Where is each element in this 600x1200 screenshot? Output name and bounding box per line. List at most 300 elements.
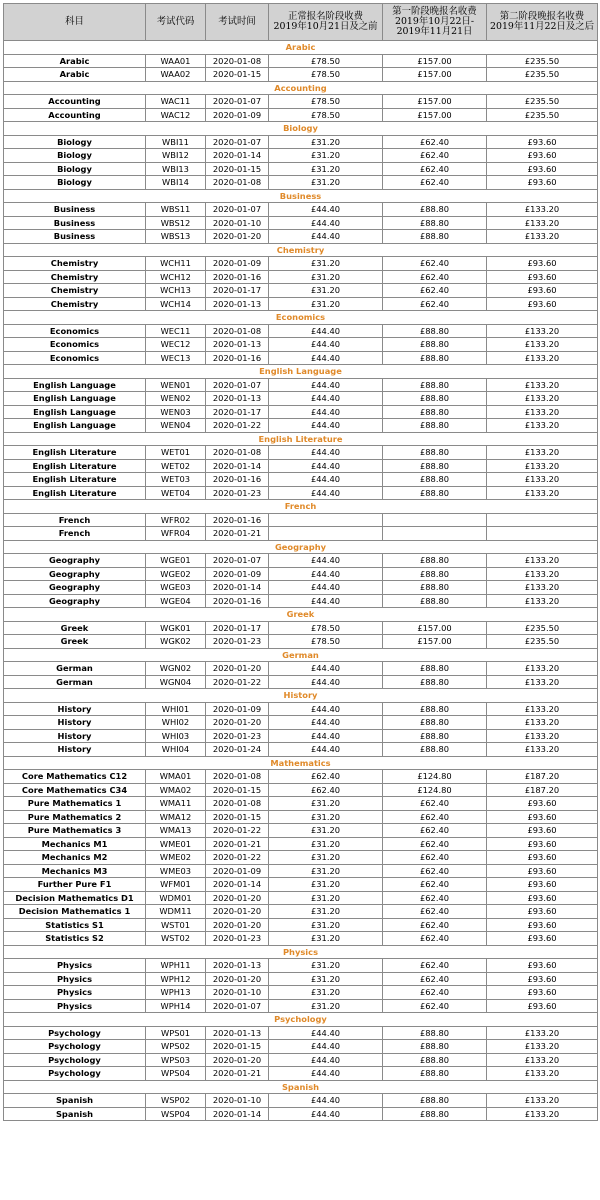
cell-fee-regular: £44.40: [269, 675, 383, 689]
cell-subject: Psychology: [4, 1040, 146, 1054]
cell-subject: Geography: [4, 594, 146, 608]
cell-code: WDM11: [146, 905, 206, 919]
cell-subject: English Literature: [4, 459, 146, 473]
cell-fee-late2: £133.20: [487, 486, 598, 500]
cell-fee-late1: £62.40: [383, 972, 487, 986]
cell-date: 2020-01-20: [206, 716, 269, 730]
table-row: [4, 162, 598, 176]
cell-fee-late1: £62.40: [383, 810, 487, 824]
cell-subject: Pure Mathematics 3: [4, 824, 146, 838]
cell-code: WPH14: [146, 999, 206, 1013]
cell-date: 2020-01-09: [206, 257, 269, 271]
cell-subject: Further Pure F1: [4, 878, 146, 892]
table-row: [4, 257, 598, 271]
cell-code: WCH13: [146, 284, 206, 298]
cell-fee-late2: £133.20: [487, 716, 598, 730]
cell-fee-regular: £31.20: [269, 135, 383, 149]
cell-subject: Psychology: [4, 1067, 146, 1081]
table-row: [4, 621, 598, 635]
cell-fee-late2: £93.60: [487, 905, 598, 919]
cell-subject: Pure Mathematics 2: [4, 810, 146, 824]
cell-code: WSP04: [146, 1107, 206, 1121]
table-row: [4, 675, 598, 689]
cell-fee-regular: £31.20: [269, 918, 383, 932]
cell-date: 2020-01-07: [206, 378, 269, 392]
cell-subject: Decision Mathematics 1: [4, 905, 146, 919]
cell-fee-late2: [487, 527, 598, 541]
cell-code: WBI12: [146, 149, 206, 163]
section-title: English Language: [4, 365, 598, 379]
section-header-row: [4, 243, 598, 257]
cell-fee-late2: £133.20: [487, 662, 598, 676]
cell-fee-late1: £88.80: [383, 351, 487, 365]
table-row: [4, 905, 598, 919]
cell-fee-late2: £133.20: [487, 405, 598, 419]
cell-date: 2020-01-14: [206, 581, 269, 595]
cell-date: 2020-01-22: [206, 824, 269, 838]
cell-fee-late2: £93.60: [487, 932, 598, 946]
table-row: [4, 702, 598, 716]
cell-code: WEN02: [146, 392, 206, 406]
cell-fee-late2: £133.20: [487, 594, 598, 608]
cell-subject: Economics: [4, 324, 146, 338]
table-body: [4, 41, 598, 1121]
cell-subject: Chemistry: [4, 297, 146, 311]
cell-fee-late2: £235.50: [487, 621, 598, 635]
cell-subject: Economics: [4, 338, 146, 352]
cell-date: 2020-01-24: [206, 743, 269, 757]
cell-fee-regular: £44.40: [269, 1107, 383, 1121]
cell-fee-regular: £31.20: [269, 824, 383, 838]
cell-fee-late2: £93.60: [487, 297, 598, 311]
cell-fee-regular: £44.40: [269, 486, 383, 500]
cell-fee-late1: £88.80: [383, 702, 487, 716]
cell-fee-regular: £44.40: [269, 729, 383, 743]
cell-code: WHI01: [146, 702, 206, 716]
cell-date: 2020-01-23: [206, 486, 269, 500]
cell-fee-late1: £62.40: [383, 135, 487, 149]
cell-fee-late1: £88.80: [383, 486, 487, 500]
cell-fee-late1: £88.80: [383, 1067, 487, 1081]
cell-fee-late2: £133.20: [487, 702, 598, 716]
cell-subject: Biology: [4, 135, 146, 149]
section-header-row: [4, 122, 598, 136]
cell-code: WME01: [146, 837, 206, 851]
cell-subject: English Literature: [4, 473, 146, 487]
cell-fee-late2: £133.20: [487, 743, 598, 757]
cell-fee-late1: £62.40: [383, 851, 487, 865]
cell-fee-regular: £44.40: [269, 230, 383, 244]
cell-date: 2020-01-20: [206, 230, 269, 244]
section-header-row: [4, 945, 598, 959]
cell-subject: Chemistry: [4, 270, 146, 284]
table-row: [4, 513, 598, 527]
cell-subject: Core Mathematics C12: [4, 770, 146, 784]
table-row: [4, 486, 598, 500]
cell-code: WFM01: [146, 878, 206, 892]
cell-fee-late1: £88.80: [383, 405, 487, 419]
cell-fee-late1: £88.80: [383, 459, 487, 473]
cell-fee-late1: £62.40: [383, 837, 487, 851]
cell-date: 2020-01-08: [206, 446, 269, 460]
cell-fee-late1: [383, 527, 487, 541]
table-row: [4, 108, 598, 122]
cell-date: 2020-01-07: [206, 554, 269, 568]
table-row: [4, 743, 598, 757]
cell-code: WGE02: [146, 567, 206, 581]
cell-fee-late1: £88.80: [383, 1040, 487, 1054]
table-row: [4, 999, 598, 1013]
section-title: Biology: [4, 122, 598, 136]
cell-code: WGK01: [146, 621, 206, 635]
cell-subject: German: [4, 675, 146, 689]
cell-fee-late2: £133.20: [487, 392, 598, 406]
section-title: Greek: [4, 608, 598, 622]
cell-fee-late2: £93.60: [487, 162, 598, 176]
cell-fee-late2: £93.60: [487, 878, 598, 892]
cell-code: WST01: [146, 918, 206, 932]
cell-date: 2020-01-16: [206, 473, 269, 487]
section-title: Mathematics: [4, 756, 598, 770]
cell-fee-late1: £157.00: [383, 621, 487, 635]
header-fee-late1: [383, 4, 487, 41]
cell-fee-late1: [383, 513, 487, 527]
cell-fee-late2: £133.20: [487, 675, 598, 689]
cell-subject: Physics: [4, 986, 146, 1000]
cell-fee-late2: £93.60: [487, 149, 598, 163]
cell-fee-regular: £31.20: [269, 797, 383, 811]
section-title: English Literature: [4, 432, 598, 446]
table-row: [4, 1107, 598, 1121]
cell-code: WGE04: [146, 594, 206, 608]
cell-fee-regular: £31.20: [269, 891, 383, 905]
cell-code: WST02: [146, 932, 206, 946]
cell-code: WET04: [146, 486, 206, 500]
table-row: [4, 149, 598, 163]
cell-fee-regular: £78.50: [269, 108, 383, 122]
cell-date: 2020-01-22: [206, 851, 269, 865]
cell-date: 2020-01-20: [206, 918, 269, 932]
section-header-row: [4, 311, 598, 325]
section-title: German: [4, 648, 598, 662]
cell-fee-late2: £93.60: [487, 972, 598, 986]
cell-fee-regular: £31.20: [269, 851, 383, 865]
section-header-row: [4, 540, 598, 554]
cell-fee-regular: £44.40: [269, 378, 383, 392]
cell-fee-regular: £31.20: [269, 162, 383, 176]
cell-code: WBI13: [146, 162, 206, 176]
cell-code: WET02: [146, 459, 206, 473]
section-title: Geography: [4, 540, 598, 554]
cell-subject: Arabic: [4, 68, 146, 82]
cell-fee-regular: £78.50: [269, 635, 383, 649]
table-row: [4, 446, 598, 460]
cell-code: WEN03: [146, 405, 206, 419]
cell-fee-regular: £44.40: [269, 581, 383, 595]
cell-code: WPH13: [146, 986, 206, 1000]
header-date: 考试时间: [206, 4, 269, 41]
cell-subject: Greek: [4, 635, 146, 649]
cell-fee-late2: £133.20: [487, 473, 598, 487]
cell-fee-late1: £88.80: [383, 729, 487, 743]
header-fee-late2: [487, 4, 598, 41]
section-title: Business: [4, 189, 598, 203]
cell-subject: Chemistry: [4, 257, 146, 271]
cell-fee-late2: £133.20: [487, 378, 598, 392]
table-row: [4, 824, 598, 838]
header-fee-regular-line: 2019年10月21日及之前: [273, 21, 378, 32]
cell-fee-late1: £157.00: [383, 54, 487, 68]
cell-code: WBS11: [146, 203, 206, 217]
cell-code: WAA01: [146, 54, 206, 68]
section-header-row: [4, 81, 598, 95]
cell-subject: Economics: [4, 351, 146, 365]
cell-date: 2020-01-10: [206, 216, 269, 230]
header-fee-regular-line: 正常报名阶段收费: [287, 11, 363, 22]
cell-date: 2020-01-14: [206, 459, 269, 473]
cell-fee-late1: £88.80: [383, 446, 487, 460]
cell-subject: Psychology: [4, 1026, 146, 1040]
cell-fee-late1: £62.40: [383, 797, 487, 811]
table-row: [4, 918, 598, 932]
cell-fee-regular: £31.20: [269, 864, 383, 878]
cell-date: 2020-01-22: [206, 675, 269, 689]
cell-subject: Psychology: [4, 1053, 146, 1067]
cell-fee-regular: £44.40: [269, 324, 383, 338]
cell-fee-regular: £44.40: [269, 392, 383, 406]
cell-code: WCH14: [146, 297, 206, 311]
table-row: [4, 95, 598, 109]
cell-date: 2020-01-07: [206, 999, 269, 1013]
cell-code: WGE03: [146, 581, 206, 595]
cell-fee-late2: £133.20: [487, 446, 598, 460]
cell-subject: Physics: [4, 999, 146, 1013]
cell-fee-late1: £62.40: [383, 824, 487, 838]
cell-subject: Geography: [4, 554, 146, 568]
cell-code: WME03: [146, 864, 206, 878]
table-row: [4, 797, 598, 811]
cell-fee-late1: £88.80: [383, 1107, 487, 1121]
cell-fee-late1: £157.00: [383, 108, 487, 122]
table-row: [4, 392, 598, 406]
cell-subject: Business: [4, 203, 146, 217]
cell-subject: Arabic: [4, 54, 146, 68]
table-row: [4, 68, 598, 82]
cell-subject: Statistics S1: [4, 918, 146, 932]
cell-fee-regular: [269, 527, 383, 541]
cell-subject: Accounting: [4, 95, 146, 109]
cell-fee-regular: £31.20: [269, 878, 383, 892]
cell-code: WAA02: [146, 68, 206, 82]
section-header-row: [4, 41, 598, 55]
table-row: [4, 284, 598, 298]
cell-date: 2020-01-23: [206, 932, 269, 946]
cell-date: 2020-01-23: [206, 635, 269, 649]
cell-code: WFR02: [146, 513, 206, 527]
cell-code: WFR04: [146, 527, 206, 541]
section-header-row: [4, 648, 598, 662]
cell-date: 2020-01-17: [206, 405, 269, 419]
table-row: [4, 864, 598, 878]
section-title: Chemistry: [4, 243, 598, 257]
cell-date: 2020-01-15: [206, 810, 269, 824]
table-row: [4, 135, 598, 149]
cell-subject: Pure Mathematics 1: [4, 797, 146, 811]
cell-date: 2020-01-20: [206, 891, 269, 905]
cell-date: 2020-01-20: [206, 662, 269, 676]
cell-subject: Biology: [4, 176, 146, 190]
cell-date: 2020-01-08: [206, 54, 269, 68]
table-row: [4, 1067, 598, 1081]
cell-fee-regular: £44.40: [269, 594, 383, 608]
cell-fee-late2: £93.60: [487, 176, 598, 190]
section-header-row: [4, 608, 598, 622]
table-row: [4, 405, 598, 419]
cell-date: 2020-01-14: [206, 149, 269, 163]
cell-fee-late2: £235.50: [487, 54, 598, 68]
cell-fee-regular: £44.40: [269, 216, 383, 230]
cell-code: WPS04: [146, 1067, 206, 1081]
cell-fee-regular: £44.40: [269, 446, 383, 460]
cell-fee-regular: £78.50: [269, 54, 383, 68]
cell-fee-late1: £88.80: [383, 324, 487, 338]
cell-date: 2020-01-20: [206, 972, 269, 986]
table-row: [4, 297, 598, 311]
section-title: Accounting: [4, 81, 598, 95]
cell-fee-late2: £93.60: [487, 270, 598, 284]
cell-date: 2020-01-09: [206, 702, 269, 716]
table-row: [4, 473, 598, 487]
cell-fee-regular: £31.20: [269, 932, 383, 946]
cell-fee-late2: £133.20: [487, 1026, 598, 1040]
cell-fee-late2: £133.20: [487, 419, 598, 433]
cell-code: WEN04: [146, 419, 206, 433]
cell-subject: Spanish: [4, 1107, 146, 1121]
cell-fee-late1: £88.80: [383, 554, 487, 568]
cell-fee-regular: £44.40: [269, 1026, 383, 1040]
cell-date: 2020-01-08: [206, 324, 269, 338]
cell-fee-late2: £133.20: [487, 1053, 598, 1067]
cell-subject: Mechanics M1: [4, 837, 146, 851]
cell-fee-late2: £133.20: [487, 1107, 598, 1121]
cell-fee-late1: £157.00: [383, 68, 487, 82]
header-fee-late1-line: 2019年10月22日-: [394, 16, 474, 27]
cell-fee-late1: £88.80: [383, 581, 487, 595]
cell-subject: English Literature: [4, 486, 146, 500]
cell-subject: Biology: [4, 149, 146, 163]
cell-fee-late2: £93.60: [487, 135, 598, 149]
cell-fee-late1: £88.80: [383, 473, 487, 487]
cell-fee-late2: £93.60: [487, 824, 598, 838]
cell-date: 2020-01-07: [206, 203, 269, 217]
cell-fee-late1: £62.40: [383, 149, 487, 163]
cell-fee-late1: £88.80: [383, 743, 487, 757]
section-title: Spanish: [4, 1080, 598, 1094]
section-title: French: [4, 500, 598, 514]
cell-date: 2020-01-13: [206, 959, 269, 973]
cell-fee-late2: £133.20: [487, 1067, 598, 1081]
cell-fee-regular: £44.40: [269, 1067, 383, 1081]
cell-fee-late1: £124.80: [383, 783, 487, 797]
cell-date: 2020-01-13: [206, 338, 269, 352]
cell-code: WBS12: [146, 216, 206, 230]
cell-fee-late2: £133.20: [487, 203, 598, 217]
table-row: [4, 891, 598, 905]
cell-fee-regular: £31.20: [269, 270, 383, 284]
cell-fee-late2: £187.20: [487, 783, 598, 797]
cell-fee-late1: £88.80: [383, 594, 487, 608]
cell-date: 2020-01-16: [206, 513, 269, 527]
table-row: [4, 635, 598, 649]
table-row: [4, 554, 598, 568]
cell-fee-regular: £44.40: [269, 338, 383, 352]
cell-fee-regular: £44.40: [269, 351, 383, 365]
table-row: [4, 1094, 598, 1108]
cell-fee-late2: £133.20: [487, 338, 598, 352]
cell-code: WCH11: [146, 257, 206, 271]
cell-fee-late2: £93.60: [487, 810, 598, 824]
section-header-row: [4, 189, 598, 203]
cell-fee-late1: £62.40: [383, 864, 487, 878]
cell-fee-late1: £62.40: [383, 270, 487, 284]
cell-fee-late2: £133.20: [487, 581, 598, 595]
cell-fee-regular: £44.40: [269, 459, 383, 473]
table-row: [4, 527, 598, 541]
cell-fee-late2: £235.50: [487, 635, 598, 649]
section-header-row: [4, 756, 598, 770]
cell-code: WCH12: [146, 270, 206, 284]
cell-fee-late2: £133.20: [487, 1094, 598, 1108]
cell-fee-regular: £44.40: [269, 203, 383, 217]
cell-date: 2020-01-07: [206, 95, 269, 109]
table-row: [4, 932, 598, 946]
table-row: [4, 837, 598, 851]
cell-fee-regular: £31.20: [269, 972, 383, 986]
cell-subject: Greek: [4, 621, 146, 635]
cell-code: WBS13: [146, 230, 206, 244]
cell-fee-late2: £93.60: [487, 864, 598, 878]
cell-fee-late1: £88.80: [383, 716, 487, 730]
cell-fee-regular: £31.20: [269, 176, 383, 190]
table-row: [4, 662, 598, 676]
header-fee-late1-line: 第一阶段晚报名收费: [392, 6, 477, 17]
cell-fee-late1: £62.40: [383, 932, 487, 946]
cell-fee-late1: £62.40: [383, 176, 487, 190]
table-row: [4, 986, 598, 1000]
table-row: [4, 338, 598, 352]
cell-subject: History: [4, 729, 146, 743]
cell-code: WEN01: [146, 378, 206, 392]
cell-code: WDM01: [146, 891, 206, 905]
cell-fee-regular: £31.20: [269, 284, 383, 298]
cell-fee-late1: £62.40: [383, 999, 487, 1013]
cell-code: WGN04: [146, 675, 206, 689]
cell-fee-regular: £31.20: [269, 959, 383, 973]
cell-fee-late2: £133.20: [487, 230, 598, 244]
cell-fee-late2: £133.20: [487, 324, 598, 338]
header-fee-late2-line: 第二阶段晚报名收费: [499, 11, 585, 22]
cell-subject: English Language: [4, 405, 146, 419]
header-subject: 科目: [4, 4, 146, 41]
cell-date: 2020-01-16: [206, 594, 269, 608]
cell-fee-late2: [487, 513, 598, 527]
cell-subject: Spanish: [4, 1094, 146, 1108]
cell-code: WGN02: [146, 662, 206, 676]
cell-fee-regular: £62.40: [269, 783, 383, 797]
cell-fee-regular: £31.20: [269, 999, 383, 1013]
cell-fee-regular: £44.40: [269, 662, 383, 676]
cell-date: 2020-01-08: [206, 176, 269, 190]
